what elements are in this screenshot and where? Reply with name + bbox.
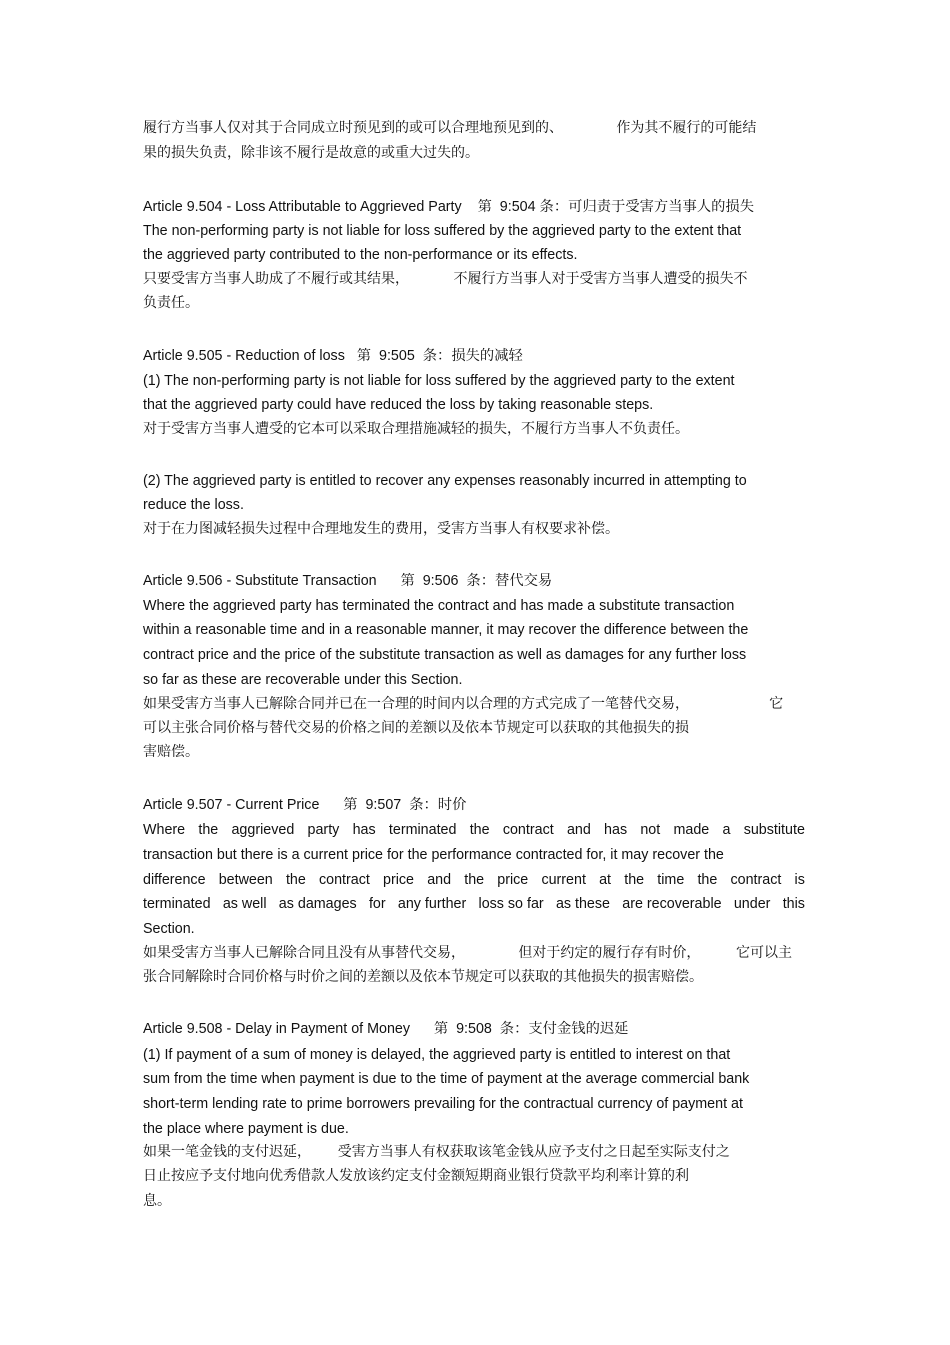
justified-word: a bbox=[722, 822, 731, 838]
justified-word: this bbox=[782, 896, 805, 912]
justified-word: made bbox=[673, 822, 710, 838]
justified-word: at bbox=[599, 872, 612, 888]
justified-word: as these bbox=[555, 896, 610, 912]
article-9-506-zh-line-1: 如果受害方当事人已解除合同并已在一合理的时间内以合理的方式完成了一笔替代交易， 它 bbox=[143, 696, 784, 712]
article-9-507-heading: Article 9.507 - Current Price 第 9:507 条：时价 bbox=[143, 797, 467, 813]
article-9-505-en2-line-1: (2) The aggrieved party is entitled to recover any expenses reasonably incurred in attempting to bbox=[143, 473, 747, 489]
justified-word: current bbox=[541, 872, 586, 888]
justified-word: contract bbox=[730, 872, 782, 888]
article-9-508-heading: Article 9.508 - Delay in Payment of Money 第 9:508 条：支付金钱的迟延 bbox=[143, 1021, 629, 1037]
justified-word: any further bbox=[397, 896, 467, 912]
article-9-508-en-line-2: sum from the time when payment is due to the time of payment at the average commercial bank bbox=[143, 1071, 750, 1087]
justified-word: and bbox=[566, 822, 591, 838]
justified-word: has bbox=[604, 822, 628, 838]
article-9-507-zh-line-1: 如果受害方当事人已解除合同且没有从事替代交易， 但对于约定的履行存有时价， 它可以主 bbox=[143, 945, 793, 961]
justified-word: transaction but there is a current price for the performance contracted for, it may recover the bbox=[143, 847, 724, 863]
justified-word: for bbox=[368, 896, 386, 912]
justified-word: as damages bbox=[278, 896, 357, 912]
justified-word: Where bbox=[143, 822, 186, 838]
justified-word: aggrieved bbox=[231, 822, 295, 838]
justified-word: terminated bbox=[143, 896, 211, 912]
justified-word: the bbox=[198, 822, 219, 838]
article-9-507-en-line-2 bbox=[143, 846, 724, 864]
justified-word: are recoverable bbox=[622, 896, 722, 912]
justified-word: as well bbox=[222, 896, 267, 912]
article-9-507-en-line-1 bbox=[143, 821, 805, 839]
justified-word: between bbox=[218, 872, 273, 888]
justified-word: price bbox=[383, 872, 415, 888]
justified-word: the bbox=[469, 822, 490, 838]
justified-word: party bbox=[307, 822, 340, 838]
justified-word: not bbox=[640, 822, 661, 838]
article-9-506-heading: Article 9.506 - Substitute Transaction 第 9:506 条：替代交易 bbox=[143, 573, 553, 589]
article-9-506-en-line-2: within a reasonable time and in a reasonable manner, it may recover the difference between the bbox=[143, 622, 749, 638]
article-9-504-heading: Article 9.504 - Loss Attributable to Aggrieved Party 第 9:504 条：可归责于受害方当事人的损失 bbox=[143, 199, 755, 215]
justified-word: has bbox=[352, 822, 376, 838]
article-9-505-zh2-line-1: 对于在力图减轻损失过程中合理地发生的费用，受害方当事人有权要求补偿。 bbox=[143, 521, 619, 537]
article-9-508-en-line-1: (1) If payment of a sum of money is delayed, the aggrieved party is entitled to interest on that bbox=[143, 1047, 731, 1063]
justified-word: under bbox=[733, 896, 771, 912]
article-9-507-en-line-4 bbox=[143, 895, 805, 913]
intro-zh-line-1: 履行方当事人仅对其于合同成立时预见到的或可以合理地预见到的、 作为其不履行的可能结 bbox=[143, 120, 757, 136]
article-9-505-en2-line-2: reduce the loss. bbox=[143, 497, 244, 513]
article-9-505-zh-line-1: 对于受害方当事人遭受的它本可以采取合理措施减轻的损失，不履行方当事人不负责任。 bbox=[143, 421, 689, 437]
justified-word: is bbox=[794, 872, 805, 888]
article-9-508-en-line-4: the place where payment is due. bbox=[143, 1121, 349, 1137]
article-9-508-zh-line-2: 日止按应予支付地向优秀借款人发放该约定支付金额短期商业银行贷款平均利率计算的利 bbox=[143, 1168, 689, 1184]
article-9-504-en-line-1: The non-performing party is not liable for loss suffered by the aggrieved party to the extent that bbox=[143, 223, 742, 239]
article-9-506-en-line-1: Where the aggrieved party has terminated the contract and has made a substitute transaction bbox=[143, 598, 735, 614]
justified-word: price bbox=[497, 872, 529, 888]
article-9-504-zh-line-1: 只要受害方当事人助成了不履行或其结果， 不履行方当事人对于受害方当事人遭受的损失不 bbox=[143, 271, 748, 287]
article-9-504-en-line-2: the aggrieved party contributed to the non-performance or its effects. bbox=[143, 247, 578, 263]
article-9-508-en-line-3: short-term lending rate to prime borrowers prevailing for the contractual currency of payment at bbox=[143, 1096, 743, 1112]
justified-word: difference bbox=[143, 872, 206, 888]
justified-word: and bbox=[427, 872, 452, 888]
justified-word: time bbox=[657, 872, 685, 888]
article-9-507-en-line-5 bbox=[143, 920, 195, 938]
article-9-507-en-line-3 bbox=[143, 871, 805, 889]
article-9-506-en-line-4: so far as these are recoverable under this Section. bbox=[143, 672, 463, 688]
justified-word: terminated bbox=[388, 822, 457, 838]
article-9-508-zh-line-3: 息。 bbox=[143, 1193, 171, 1209]
justified-word: contract bbox=[502, 822, 554, 838]
article-9-506-zh-line-3: 害赔偿。 bbox=[143, 744, 199, 760]
article-9-505-en-line-2: that the aggrieved party could have reduced the loss by taking reasonable steps. bbox=[143, 397, 654, 413]
article-9-508-zh-line-1: 如果一笔金钱的支付迟延， 受害方当事人有权获取该笔金钱从应予支付之日起至实际支付之 bbox=[143, 1144, 730, 1160]
justified-word: loss so far bbox=[478, 896, 544, 912]
article-9-506-zh-line-2: 可以主张合同价格与替代交易的价格之间的差额以及依本节规定可以获取的其他损失的损 bbox=[143, 720, 689, 736]
justified-word: the bbox=[624, 872, 645, 888]
justified-word: the bbox=[697, 872, 718, 888]
justified-word: the bbox=[464, 872, 485, 888]
justified-word: contract bbox=[318, 872, 370, 888]
justified-word: the bbox=[285, 872, 306, 888]
justified-word: Section. bbox=[143, 921, 195, 937]
article-9-505-en-line-1: (1) The non-performing party is not liable for loss suffered by the aggrieved party to the extent bbox=[143, 373, 735, 389]
intro-zh-line-2: 果的损失负责，除非该不履行是故意的或重大过失的。 bbox=[143, 145, 479, 161]
article-9-505-heading: Article 9.505 - Reduction of loss 第 9:505 条：损失的减轻 bbox=[143, 348, 523, 364]
justified-word: substitute bbox=[743, 822, 805, 838]
article-9-506-en-line-3: contract price and the price of the substitute transaction as well as damages for any further loss bbox=[143, 647, 747, 663]
article-9-504-zh-line-2: 负责任。 bbox=[143, 295, 199, 311]
article-9-507-zh-line-2: 张合同解除时合同价格与时价之间的差额以及依本节规定可以获取的其他损失的损害赔偿。 bbox=[143, 969, 703, 985]
